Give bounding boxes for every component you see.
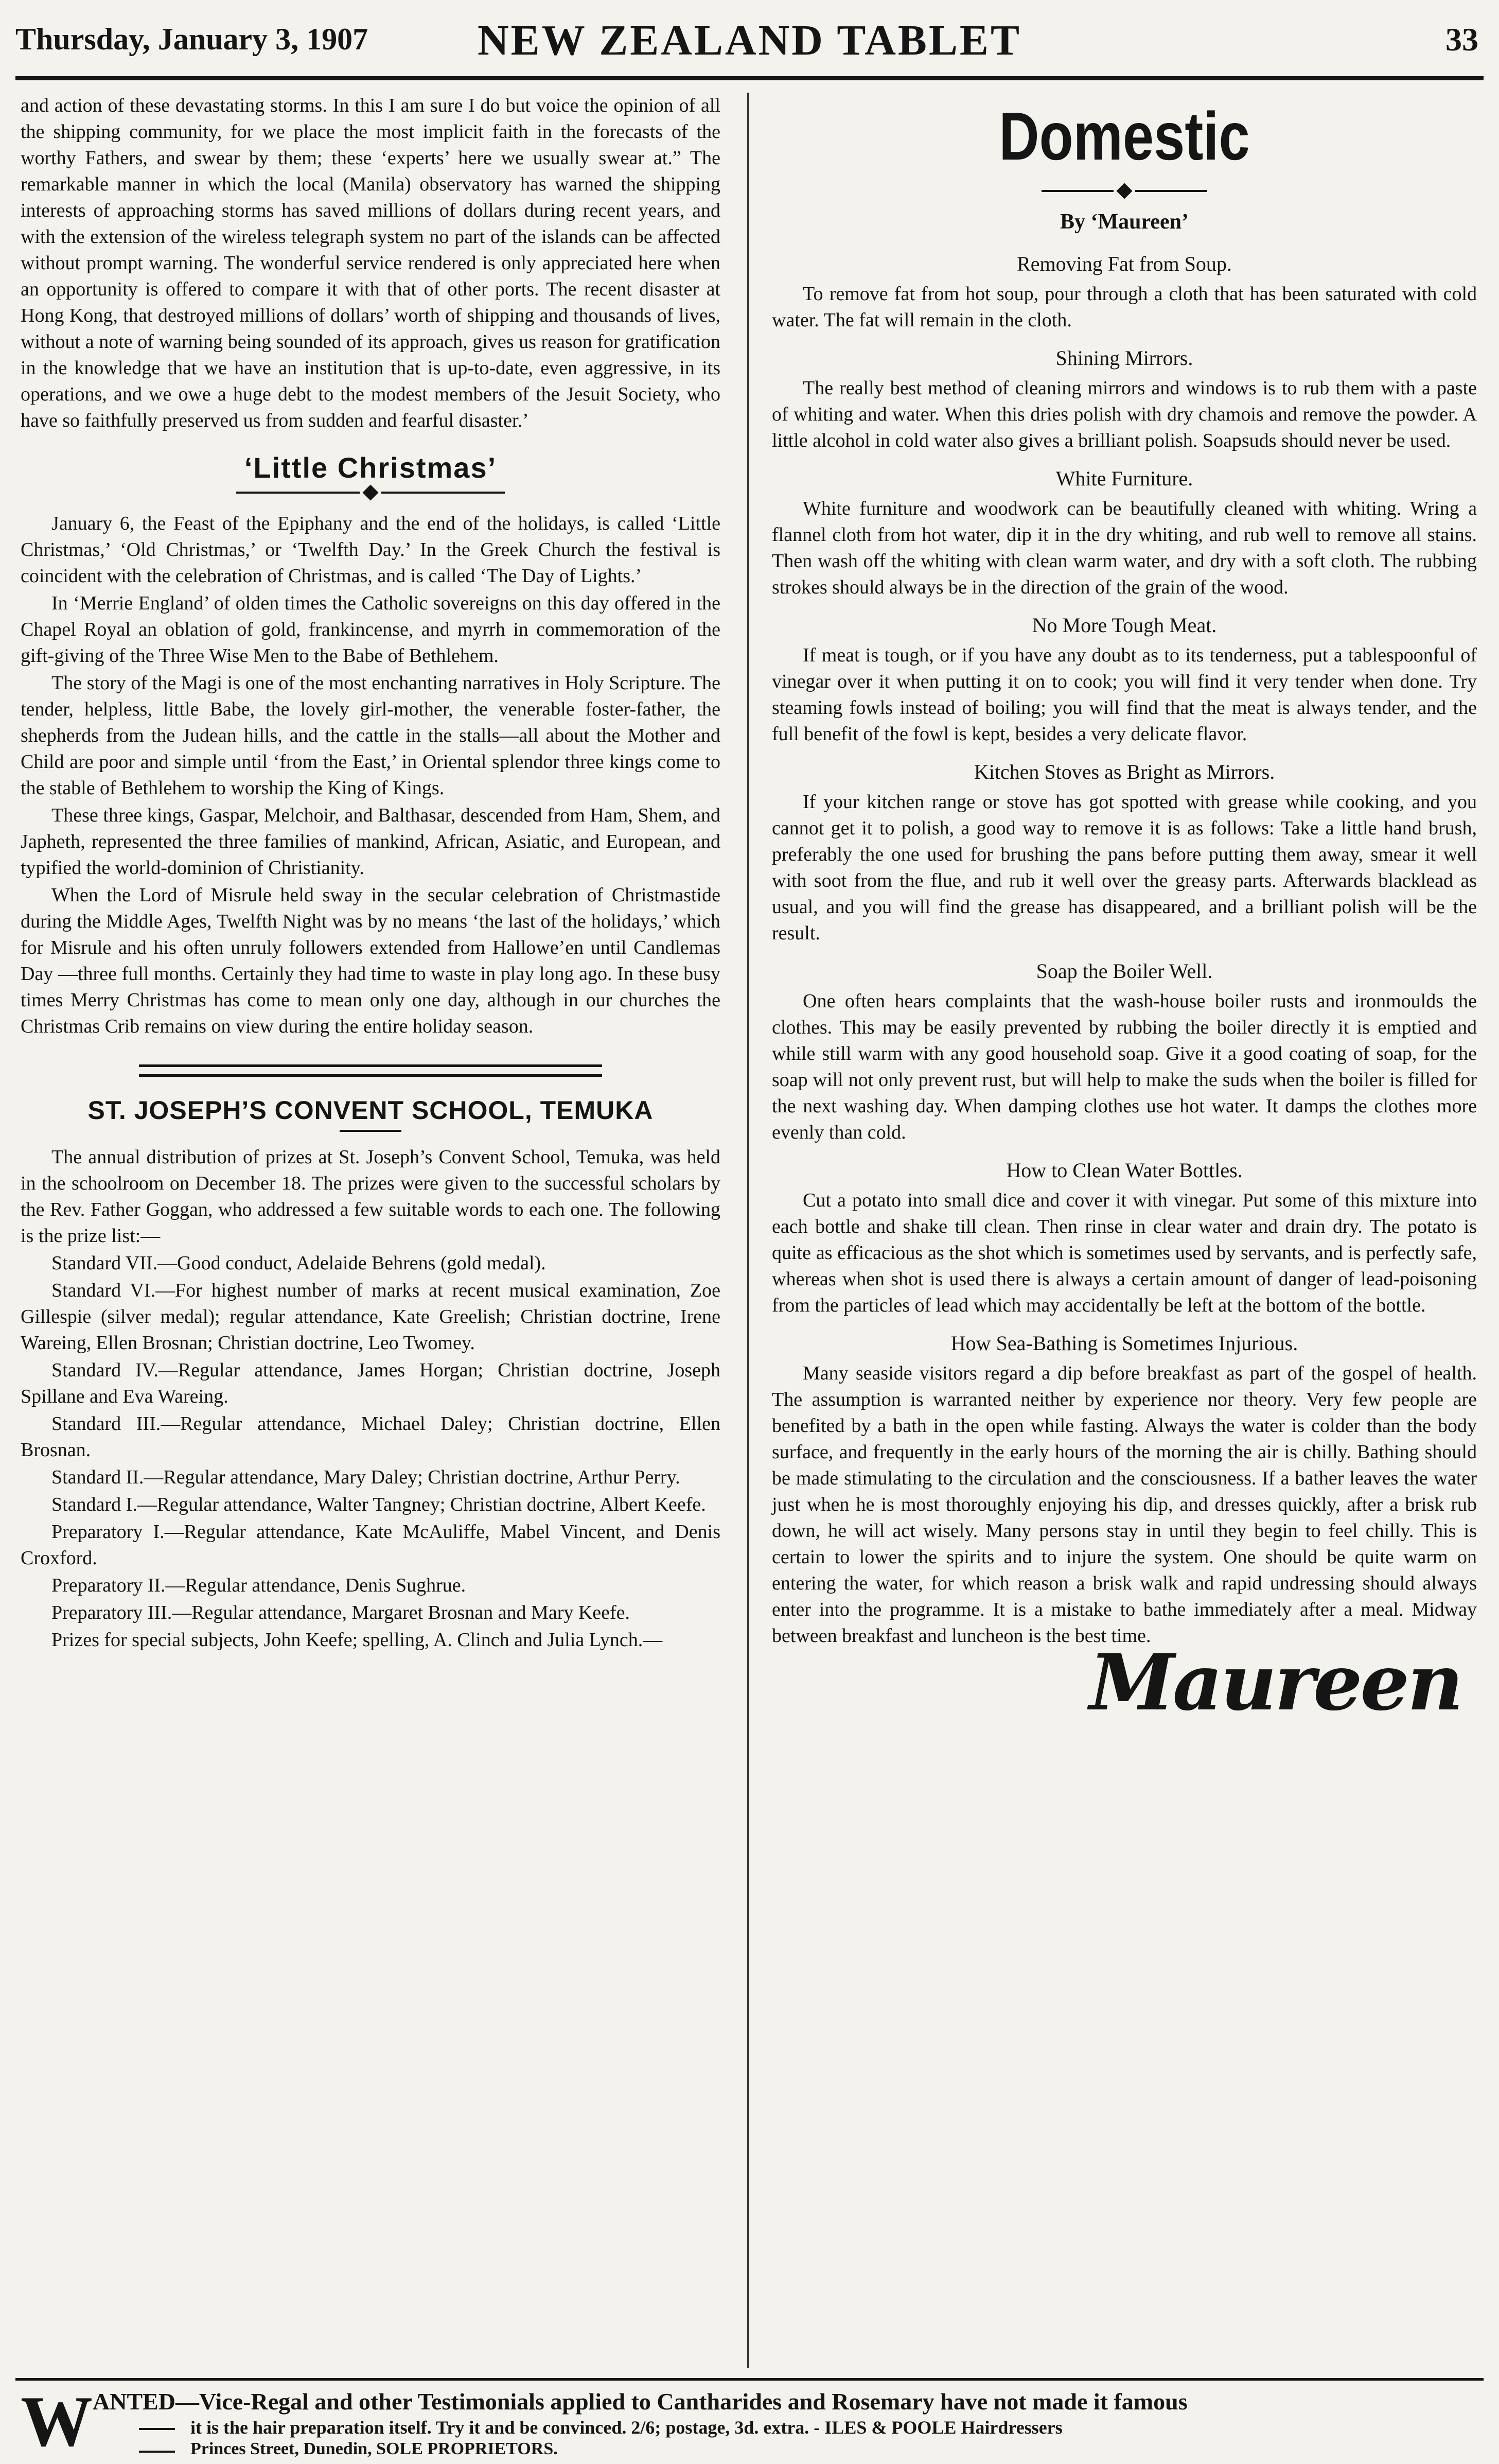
section-text: If meat is tough, or if you have any doubt as to its tenderness, put a tablespoonful of vinegar over it when putting it on to cook; you will find it very tender when done. Try steaming fowls instead of boiling; you will find that the meat is always tender, and the full benefit of the fowl is kept, besides a very delicate flavor. (772, 644, 1477, 745)
advert-line-1: ANTED—Vice-Regal and other Testimonials applied to Cantharides and Rosemary have not made it famous (93, 2388, 1188, 2415)
advert-rule (15, 2378, 1484, 2381)
intro-paragraph: and action of these devastating storms. In this I am sure I do but voice the opinion of all the shipping community, for we place the most implicit faith in the forecasts of the worthy Fathers, and swear by them; these ‘experts’ here we usually swear at.” The remarkable manner in which the local (Manila) observatory has warned the shipping interests of approaching storms has saved millions of dollars during recent years, and with the extension of the wireless telegraph system no part of the islands can be affected without prompt warning. The wonderful service rendered is only appreciated here when an opportunity is offered to compare it with that of other ports. The recent disaster at Hong Kong, that destroyed millions of dollars’ worth of shipping and thousands of lives, without a note of warning being sounded of its approach, gives us reason for gratification in the knowledge that we have an institution that is up-to-date, even aggressive, in its operations, and we owe a huge debt to the modest members of the Jesuit Society, who have so faithfully preserved us from sudden and fearful disaster.’ (21, 95, 720, 431)
column-divider (747, 93, 749, 2368)
section-text: White furniture and woodwork can be beautifully cleaned with whiting. Wring a flannel cloth from hot water, dip it in the dry whiting, and rub well to remove all stains. Then wash off the whiting with clean warm water, and dry with a soft cloth. The rubbing strokes should always be in the direction of the grain of the wood. (772, 498, 1477, 598)
section-rule (139, 1064, 602, 1077)
section-text: One often hears complaints that the wash-house boiler rusts and ironmoulds the clothes. This may be easily prevented by rubbing the boiler directly it is emptied and while still warm with any good household soap. Give it a good coating of soap, for the soap will not only prevent rust, but will help to make the suds when the boiler is filled for the next washing day. When damping clothes use hot water. It damps the clothes more evenly than cold. (772, 990, 1477, 1143)
domestic-title: Domestic (999, 98, 1250, 174)
page-number: 33 (1445, 21, 1478, 58)
section-heading: White Furniture. (1055, 467, 1193, 490)
article-paragraph: When the Lord of Misrule held sway in the secular celebration of Christmastide during the Middle Ages, Twelfth Night was by no means ‘the last of the holidays,’ which for Misrule and his often unruly followers extended from Hallowe’en until Candlemas Day —three full months. Certainly they had time to waste in play long ago. In these busy times Merry Christmas has come to mean only one day, although in our churches the Christmas Crib remains on view during the entire holiday season. (21, 884, 720, 1037)
ornament-divider (772, 185, 1477, 197)
ornament-divider (21, 1130, 720, 1132)
prize-paragraph: Standard I.—Regular attendance, Walter Tangney; Christian doctrine, Albert Keefe. (51, 1494, 706, 1515)
prize-paragraph: Prizes for special subjects, John Keefe; spelling, A. Clinch and Julia Lynch.— (51, 1629, 663, 1651)
convent-title: ST. JOSEPH’S CONVENT SCHOOL, TEMUKA (87, 1096, 654, 1125)
article-paragraph: In ‘Merrie England’ of olden times the Catholic sovereigns on this day offered in the Chapel Royal an oblation of gold, frankincense, and myrrh in commemoration of the gift-giving of the Three Wise Men to the Babe of Bethlehem. (21, 592, 720, 667)
section-heading: Removing Fat from Soup. (1017, 252, 1232, 275)
prize-paragraph: The annual distribution of prizes at St. Joseph’s Convent School, Temuka, was held in the schoolroom on December 18. The prizes were given to the successful scholars by the Rev. Father Goggan, who addressed a few suitable words to each one. The following is the prize list:— (21, 1146, 720, 1247)
advert-drop-cap: W (21, 2382, 93, 2461)
ornament-divider (21, 487, 720, 498)
section-text: If your kitchen range or stove has got spotted with grease while cooking, and you cannot get it to polish, a good way to remove it is as follows: Take a little hand brush, preferably the one used for brushing the pans before putting them away, smear it well with soot from the flue, and rub it well over the greasy parts. Afterwards blacklead as usual, and you will find the grease has disappeared, and a brilliant polish will be the result. (772, 791, 1477, 944)
signature-block (772, 1637, 1477, 1773)
advert-line-2-text: it is the hair preparation itself. Try it and be convinced. 2/6; postage, 3d. extra. - ILES & POOLE Hairdressers (190, 2417, 1063, 2438)
signature: Maureen (1089, 1637, 1461, 1728)
prize-paragraph: Preparatory I.—Regular attendance, Kate McAuliffe, Mabel Vincent, and Denis Croxford. (21, 1521, 720, 1569)
little-christmas-title: ‘Little Christmas’ (244, 451, 497, 484)
article-paragraph: The story of the Magi is one of the most enchanting narratives in Holy Scripture. The tender, helpless, little Babe, the lovely girl-mother, the venerable foster-father, the shepherds from the Judean hills, and the cattle in the stalls—all about the Mother and Child are poor and simple until ‘from the East,’ in Oriental splendor three kings come to the stable of Bethlehem to worship the King of Kings. (21, 672, 720, 799)
section-heading: How Sea-Bathing is Sometimes Injurious. (950, 1332, 1298, 1355)
header-rule (15, 76, 1484, 80)
section-heading: Shining Mirrors. (1055, 346, 1193, 370)
advertisement (21, 2382, 1477, 2461)
section-heading: Kitchen Stoves as Bright as Mirrors. (974, 760, 1275, 783)
article-paragraph: These three kings, Gaspar, Melchoir, and Balthasar, descended from Ham, Shem, and Japheth, represented the three families of mankind, African, Asiatic, and European, and typified the world-dominion of Christianity. (21, 805, 720, 879)
section-heading: Soap the Boiler Well. (1036, 959, 1213, 983)
advert-line-3-text: Princes Street, Dunedin, SOLE PROPRIETORS. (190, 2439, 558, 2458)
section-text: To remove fat from hot soup, pour through a cloth that has been saturated with cold water. The fat will remain in the cloth. (772, 283, 1477, 331)
advert-line-3 (190, 2439, 558, 2459)
left-column (21, 93, 720, 1654)
issue-date: Thursday, January 3, 1907 (15, 22, 368, 56)
advert-line-2 (190, 2417, 1063, 2438)
prize-paragraph: Standard VI.—For highest number of marks at recent musical examination, Zoe Gillespie (silver medal); regular attendance, Kate Greelish; Christian doctrine, Irene Wareing, Ellen Brosnan; Christian doctrine, Leo Twomey. (21, 1280, 720, 1354)
right-column (772, 93, 1477, 1773)
byline: By ‘Maureen’ (1060, 210, 1189, 234)
section-text: Many seaside visitors regard a dip before breakfast as part of the gospel of health. The assumption is warranted neither by experience nor theory. Very few people are benefited by a bath in the open while fasting. Always the water is colder than the body surface, and frequently in the early hours of the morning the air is chilly. Bathing should be made stimulating to the circulation and the consciousness. If a bather leaves the water just when he is most thoroughly enjoying his dip, and dresses quickly, after a brisk rub down, he will act wisely. Many persons stay in until they begin to feel chilly. This is certain to lower the spirits and to injure the system. One should be quite warm on entering the water, for which reason a brisk walk and rapid undressing should always enter into the programme. It is a mistake to bathe immediately after a meal. Midway between breakfast and luncheon is the best time. (772, 1362, 1477, 1647)
publication-title: NEW ZEALAND TABLET (478, 16, 1021, 64)
page-header (0, 15, 1499, 67)
prize-paragraph: Standard II.—Regular attendance, Mary Daley; Christian doctrine, Arthur Perry. (51, 1466, 680, 1488)
prize-paragraph: Preparatory III.—Regular attendance, Margaret Brosnan and Mary Keefe. (51, 1602, 630, 1623)
prize-paragraph: Preparatory II.—Regular attendance, Denis Sughrue. (51, 1575, 466, 1596)
article-paragraph: January 6, the Feast of the Epiphany and the end of the holidays, is called ‘Little Christmas,’ ‘Old Christmas,’ or ‘Twelfth Day.’ In the Greek Church the festival is coincident with the celebration of Christmas, and is called ‘The Day of Lights.’ (21, 513, 720, 587)
prize-paragraph: Standard IV.—Regular attendance, James Horgan; Christian doctrine, Joseph Spillane and Eva Wareing. (21, 1359, 720, 1407)
prize-paragraph: Standard III.—Regular attendance, Michael Daley; Christian doctrine, Ellen Brosnan. (21, 1413, 720, 1461)
prize-paragraph: Standard VII.—Good conduct, Adelaide Behrens (gold medal). (51, 1252, 546, 1274)
section-heading: No More Tough Meat. (1032, 614, 1217, 637)
section-heading: How to Clean Water Bottles. (1006, 1159, 1243, 1182)
section-text: Cut a potato into small dice and cover it with vinegar. Put some of this mixture into each bottle and shake till clean. Then rinse in clear water and drain dry. The potato is quite as efficacious as the shot which is sometimes used by servants, and is perfectly safe, whereas when shot is used there is always a certain amount of danger of lead-poisoning from the particles of lead which may accidentally be left at the bottom of the bottle. (772, 1190, 1477, 1316)
section-text: The really best method of cleaning mirrors and windows is to rub them with a paste of whiting and water. When this dries polish with dry chamois and remove the powder. A little alcohol in cold water also gives a brilliant polish. Soapsuds should never be used. (772, 377, 1477, 451)
